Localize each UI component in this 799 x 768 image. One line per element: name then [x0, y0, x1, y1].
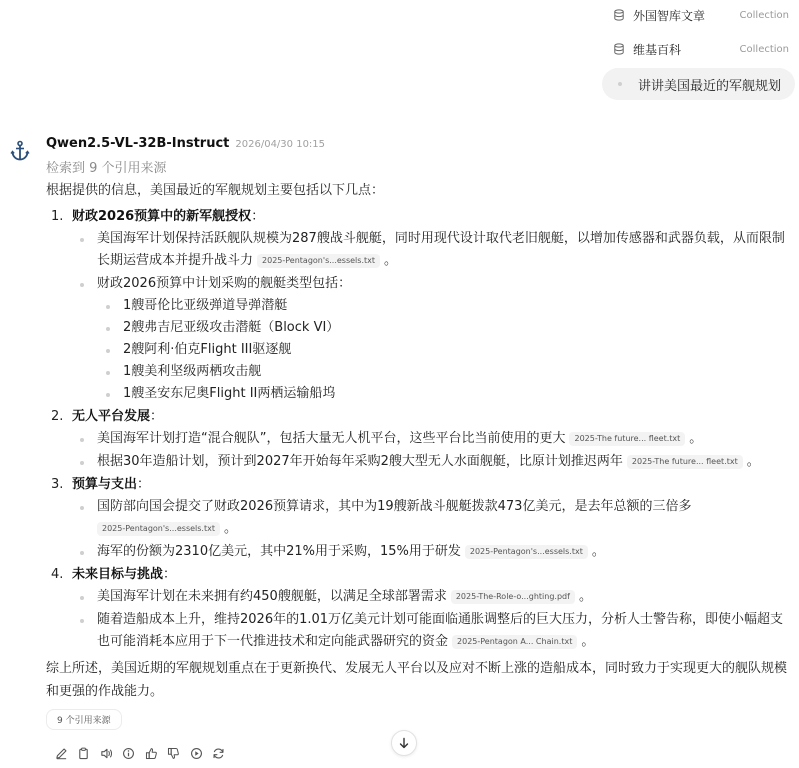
message-header: [46, 136, 794, 154]
timestamp: 2026/04/30 10:15: [235, 139, 326, 150]
bullet-item: [72, 273, 794, 405]
bullet-item: [72, 428, 794, 450]
sources-found-text[interactable]: 检索到 9 个引用来源: [46, 161, 167, 176]
citation-chip[interactable]: 2025-Pentagon A... Chain.txt: [452, 635, 577, 649]
summary-text: 综上所述，美国近期的军舰规划重点在于更新换代、发展无人平台以及应对不断上涨的造船成本，同时致力于实现更大的舰队规模和更强的作战能力。: [46, 661, 788, 699]
section-number: 3.: [51, 477, 64, 492]
section-title: [72, 474, 794, 496]
section-colon: ：: [251, 209, 265, 224]
section-colon: ：: [150, 409, 164, 424]
bullet-text: 财政2026预算中计划采购的舰艇类型包括：: [97, 276, 352, 291]
info-icon: [122, 747, 135, 760]
bullet-item: [72, 496, 794, 540]
bullet-end: 。: [384, 253, 398, 268]
bullet-text: 国防部向国会提交了财政2026预算请求，其中为19艘新战斗舰艇拨款473亿美元，是去年总额的三倍多: [97, 499, 692, 514]
read-aloud-button[interactable]: [95, 744, 117, 762]
model-name: Qwen2.5-VL-32B-Instruct: [46, 136, 230, 151]
play-icon: [190, 747, 203, 760]
copy-icon: [77, 747, 90, 760]
intro-text: 根据提供的信息，美国最近的军舰规划主要包括以下几点：: [46, 183, 385, 198]
collection-type: Collection: [739, 43, 789, 55]
assistant-message: [46, 136, 794, 730]
section-list: [46, 206, 794, 653]
citation-chip[interactable]: 2025-Pentagon's...essels.txt: [97, 522, 220, 536]
section-number: 2.: [51, 409, 64, 424]
bullet-item: [72, 541, 794, 563]
bullet-end: 。: [689, 431, 703, 446]
bullet-text: 美国海军计划保持活跃舰队规模为287艘战斗舰艇，同时用现代设计取代老旧舰艇，以增加传感器和武器负载，从而限制长期运营成本并提升战斗力: [97, 231, 785, 268]
user-message-bubble: [602, 68, 795, 100]
scroll-down-button[interactable]: [391, 730, 417, 756]
thumbs-down-button[interactable]: [163, 744, 185, 762]
arrow-down-icon: [398, 737, 410, 749]
bullet-text: 美国海军计划打造“混合舰队”，包括大量无人机平台，这些平台比当前使用的更大: [97, 431, 566, 446]
collection-type: Collection: [739, 9, 789, 21]
citation-chip[interactable]: 2025-The future... fleet.txt: [569, 432, 685, 446]
sub-item: 2艘阿利·伯克Flight III驱逐舰: [97, 339, 794, 361]
bullet-list: [72, 228, 794, 405]
bullet-end: 。: [578, 589, 592, 604]
bullet-item: [72, 451, 794, 473]
section-number: 1.: [51, 209, 64, 224]
user-message-text: 讲讲美国最近的军舰规划: [637, 78, 781, 94]
citation-chip[interactable]: 2025-The-Role-o...ghting.pdf: [451, 590, 575, 604]
copy-button[interactable]: [73, 744, 95, 762]
bullet-item: [72, 228, 794, 272]
speaker-icon: [100, 747, 113, 760]
sub-list: [97, 295, 794, 405]
section-colon: ：: [163, 567, 177, 582]
bullet-end: 。: [746, 454, 760, 469]
bullet-text: 根据30年造船计划，预计到2027年开始每年采购2艘大型无人水面舰艇，比原计划推迟两年: [97, 454, 623, 469]
bullet-text: 随着造船成本上升，维持2026年的1.01万亿美元计划可能面临通胀调整后的巨大压力，分析人士警告称，即使小幅超支也可能消耗本应用于下一代推进技术和定向能武器研究的资金: [97, 612, 784, 649]
message-dot: [618, 82, 622, 86]
section-colon: ：: [137, 477, 151, 492]
message-action-bar: [50, 744, 230, 762]
sub-item: 1艘美利坚级两栖攻击舰: [97, 361, 794, 383]
sub-item: 1艘哥伦比亚级弹道导弹潜艇: [97, 295, 794, 317]
citation-chip[interactable]: 2025-Pentagon's...essels.txt: [257, 254, 380, 268]
continue-button[interactable]: [185, 744, 207, 762]
section-item: [46, 206, 794, 405]
bullet-end: 。: [223, 521, 237, 536]
section-title: [72, 206, 794, 228]
citation-chip[interactable]: 2025-Pentagon's...essels.txt: [465, 545, 588, 559]
collection-name: 维基百科: [633, 42, 682, 57]
database-icon: [613, 43, 625, 55]
section-title-text: 财政2026预算中的新军舰授权: [72, 209, 252, 224]
anchor-avatar-icon: [10, 140, 30, 162]
bullet-list: [72, 496, 794, 563]
regenerate-icon: [212, 747, 225, 760]
thumbs-down-icon: [167, 747, 180, 760]
bullet-list: [72, 428, 794, 473]
collection-name: 外国智库文章: [633, 8, 706, 23]
section-title-text: 未来目标与挑战: [72, 567, 164, 582]
regenerate-button[interactable]: [208, 744, 230, 762]
thumbs-up-button[interactable]: [140, 744, 162, 762]
section-item: [46, 406, 794, 473]
section-title: [72, 564, 794, 586]
section-title-text: 无人平台发展: [72, 409, 151, 424]
bullet-end: 。: [581, 634, 595, 649]
thumbs-up-icon: [145, 747, 158, 760]
database-icon: [613, 9, 625, 21]
section-item: [46, 564, 794, 653]
edit-icon: [55, 747, 68, 760]
sub-item: 2艘弗吉尼亚级攻击潜艇（Block VI）: [97, 317, 794, 339]
citation-chip[interactable]: 2025-The future... fleet.txt: [627, 455, 743, 469]
section-title-text: 预算与支出: [72, 477, 138, 492]
info-button[interactable]: [118, 744, 140, 762]
sub-item: 1艘圣安东尼奥Flight II两栖运输船坞: [97, 383, 794, 405]
section-number: 4.: [51, 567, 64, 582]
bullet-end: 。: [591, 544, 605, 559]
sources-chip[interactable]: 9 个引用来源: [46, 709, 122, 730]
edit-button[interactable]: [50, 744, 72, 762]
bullet-text: 美国海军计划在未来拥有约450艘舰艇，以满足全球部署需求: [97, 589, 447, 604]
collection-item-0[interactable]: [599, 0, 789, 30]
collection-item-1[interactable]: [599, 34, 789, 64]
section-title: [72, 406, 794, 428]
bullet-text: 海军的份额为2310亿美元，其中21%用于采购，15%用于研发: [97, 544, 461, 559]
bullet-item: [72, 586, 794, 608]
bullet-item: [72, 609, 794, 653]
bullet-list: [72, 586, 794, 653]
section-item: [46, 474, 794, 563]
